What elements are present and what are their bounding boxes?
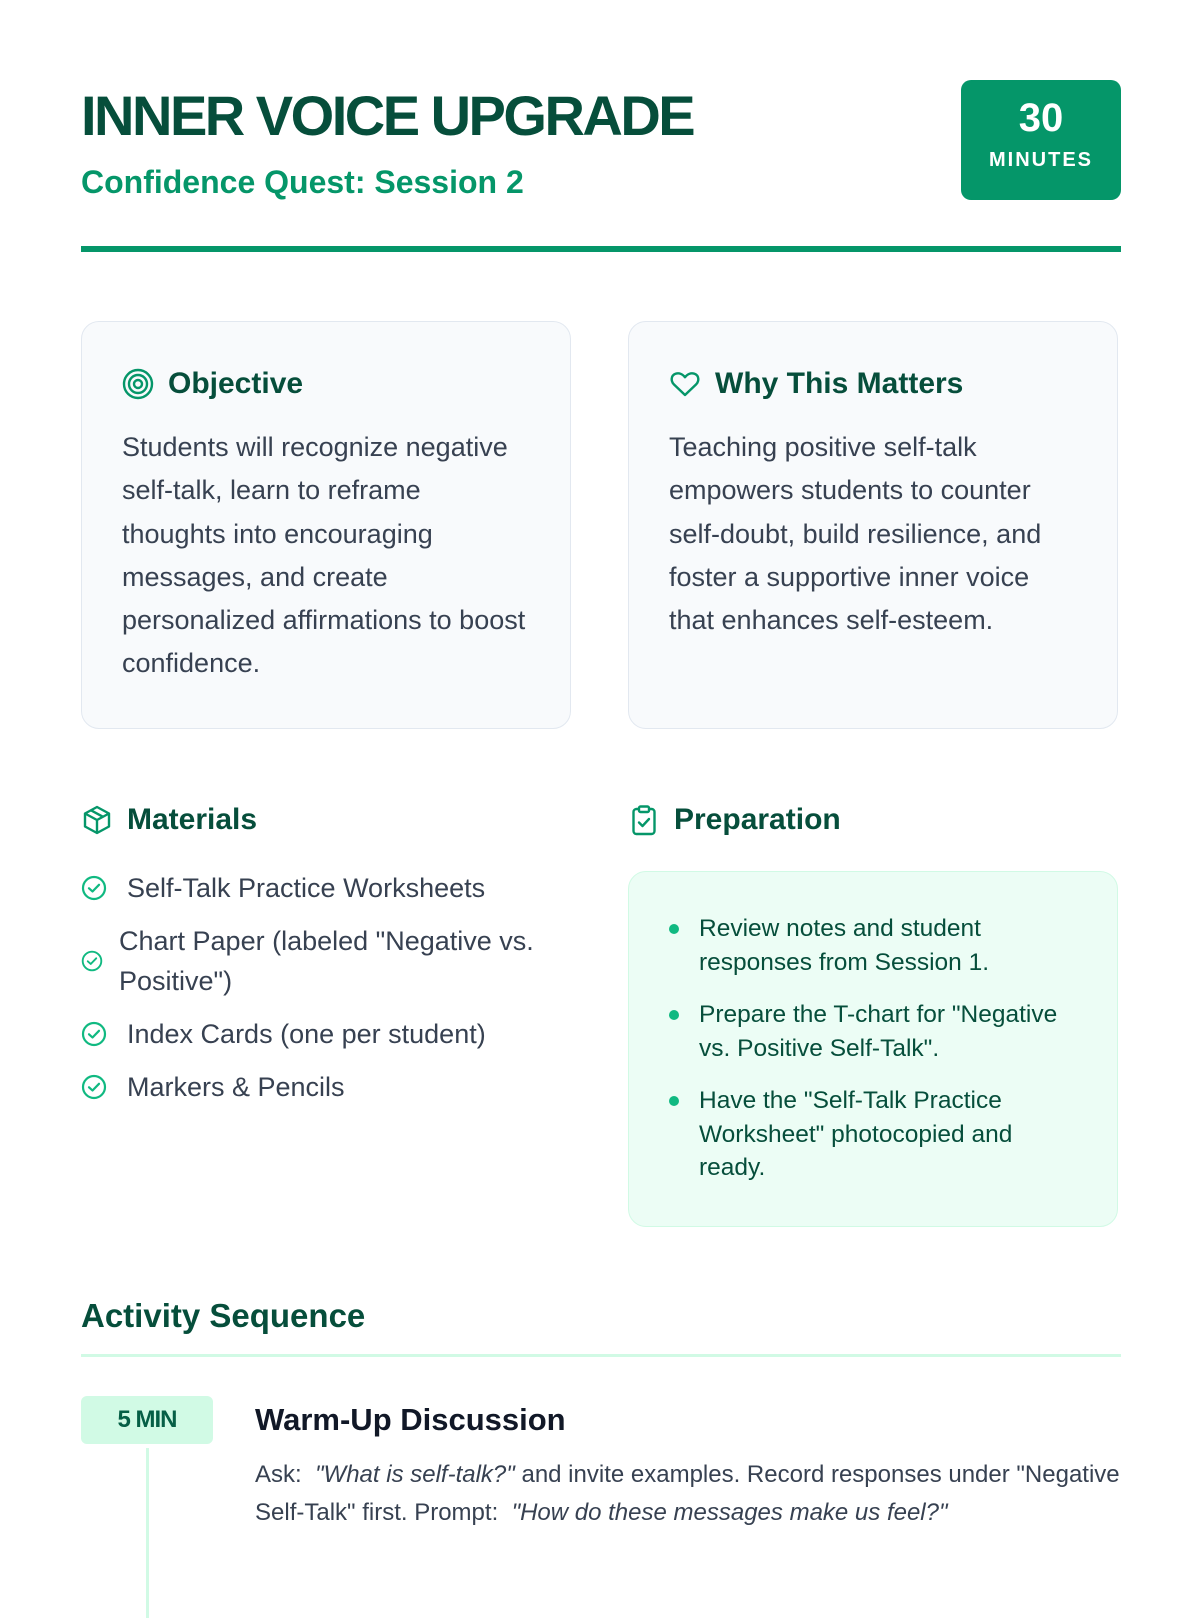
preparation-heading xyxy=(628,796,841,844)
step-time-badge: 5 MIN xyxy=(81,1396,213,1444)
why-text: Teaching positive self-talk empowers students to counter self-doubt, build resilience, and foster a supportive inner voice that enhances self-esteem. xyxy=(669,432,1042,636)
objective-card xyxy=(81,321,571,729)
objective-heading xyxy=(122,362,530,406)
check-circle-icon xyxy=(81,875,107,901)
list-item xyxy=(669,1084,1077,1185)
list-item xyxy=(669,998,1077,1065)
objective-text: Students will recognize negative self-talk, learn to reframe thoughts into encouraging messages, and create personalized affirmations to boost confidence. xyxy=(122,432,526,679)
material-label: Markers & Pencils xyxy=(127,1072,345,1102)
lesson-subtitle: Confidence Quest: Session 2 xyxy=(81,164,524,200)
materials-list xyxy=(81,868,571,1120)
list-item xyxy=(81,1067,571,1107)
preparation-list xyxy=(669,912,1077,1185)
lesson-header xyxy=(81,80,1121,255)
list-item xyxy=(81,868,571,908)
step-instructions: and invite examples. Record responses under "Negative Self-Talk" first. Prompt: xyxy=(255,1461,1120,1526)
check-circle-icon xyxy=(81,1074,107,1100)
check-circle-icon xyxy=(81,950,103,972)
activity-divider xyxy=(81,1354,1121,1357)
bullet-icon xyxy=(669,1096,679,1106)
check-circle-icon xyxy=(81,1021,107,1047)
bullet-icon xyxy=(669,924,679,934)
objective-heading-label: Objective xyxy=(168,367,304,400)
step-prompt: "How do these messages make us feel?" xyxy=(511,1499,948,1526)
step-question: "What is self-talk?" xyxy=(315,1461,515,1488)
box-icon xyxy=(81,804,113,836)
duration-unit: MINUTES xyxy=(989,149,1093,171)
step-description xyxy=(255,1456,1121,1532)
material-label: Index Cards (one per student) xyxy=(127,1019,486,1049)
preparation-heading-label: Preparation xyxy=(674,803,841,836)
list-item xyxy=(81,1014,571,1054)
bullet-icon xyxy=(669,1010,679,1020)
lesson-title: INNER VOICE UPGRADE xyxy=(81,84,694,147)
heart-icon xyxy=(669,368,701,400)
activity-sequence-heading: Activity Sequence xyxy=(81,1297,366,1334)
why-heading-label: Why This Matters xyxy=(715,367,964,400)
preparation-box xyxy=(628,871,1118,1227)
why-card xyxy=(628,321,1118,729)
list-item xyxy=(669,912,1077,979)
target-icon xyxy=(122,368,154,400)
material-label: Self-Talk Practice Worksheets xyxy=(127,873,486,903)
header-divider xyxy=(81,246,1121,252)
timeline-line xyxy=(146,1448,149,1618)
list-item xyxy=(81,921,571,1001)
prep-item-text: Prepare the T-chart for "Negative vs. Positive Self-Talk". xyxy=(699,1001,1058,1062)
clipboard-check-icon xyxy=(628,804,660,836)
why-heading xyxy=(669,362,1077,406)
step-title: Warm-Up Discussion xyxy=(255,1402,566,1437)
prep-item-text: Have the "Self-Talk Practice Worksheet" photocopied and ready. xyxy=(699,1087,1013,1181)
step-ask-label: Ask: xyxy=(255,1461,302,1488)
duration-badge xyxy=(961,80,1121,200)
materials-heading-label: Materials xyxy=(127,803,258,836)
prep-item-text: Review notes and student responses from Session 1. xyxy=(699,915,990,976)
lesson-plan-page xyxy=(81,0,1121,1600)
duration-value: 30 xyxy=(1018,96,1064,140)
materials-heading xyxy=(81,796,257,844)
material-label: Chart Paper (labeled "Negative vs. Positive") xyxy=(119,926,534,996)
activity-step xyxy=(81,1396,1121,1606)
